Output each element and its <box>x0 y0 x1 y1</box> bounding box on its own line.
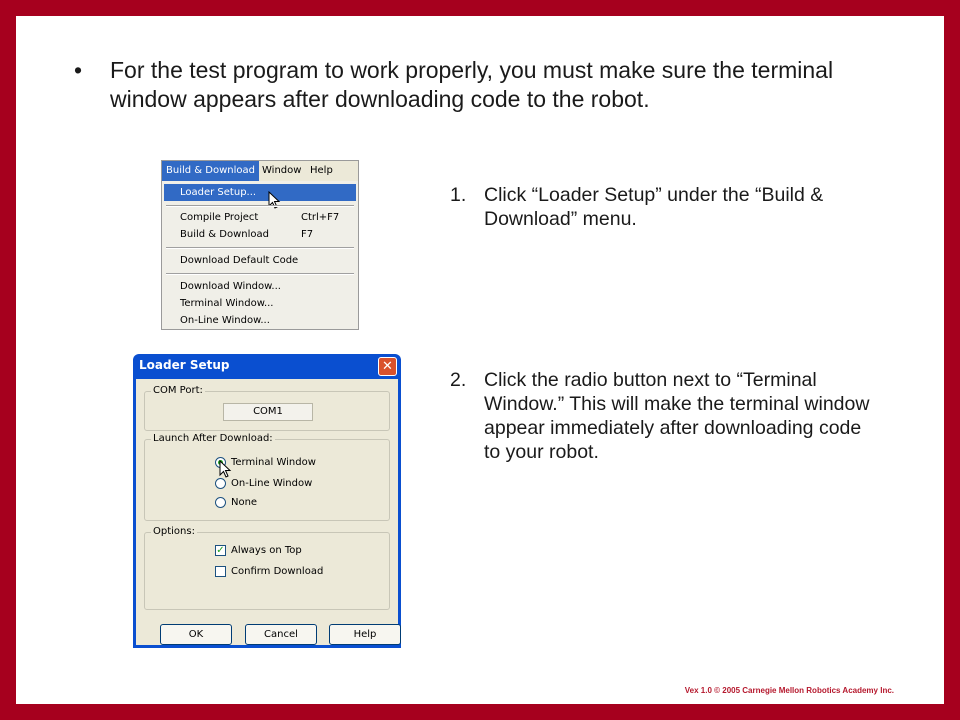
launch-after-download-group <box>144 433 390 521</box>
close-icon[interactable]: ✕ <box>378 357 397 376</box>
menu-item-label: Download Window... <box>180 281 281 292</box>
menu-window[interactable]: Window <box>262 165 302 176</box>
group-title: Options: <box>153 526 195 537</box>
menu-item-shortcut: Ctrl+F7 <box>301 212 340 223</box>
radio-label: None <box>231 497 258 508</box>
radio-button[interactable] <box>215 497 226 508</box>
menu-item-label: Loader Setup... <box>180 187 257 198</box>
menu-item-build-download[interactable] <box>164 226 356 243</box>
menu-item-download-default-code[interactable] <box>164 252 356 269</box>
build-download-menu-screenshot <box>161 160 359 330</box>
menu-build-download[interactable]: Build & Download <box>162 161 259 181</box>
cancel-button[interactable]: Cancel <box>245 624 317 645</box>
checkbox-checked[interactable]: ✓ <box>216 545 225 556</box>
menu-divider <box>166 247 354 249</box>
group-title: Launch After Download: <box>153 433 273 444</box>
ok-button[interactable]: OK <box>160 624 232 645</box>
menu-help[interactable]: Help <box>310 165 333 176</box>
checkbox-label: Always on Top <box>231 545 302 556</box>
menu-item-download-window[interactable] <box>164 278 356 295</box>
checkbox[interactable] <box>215 566 226 577</box>
menu-item-label: Download Default Code <box>180 255 299 266</box>
copyright-footer: Vex 1.0 © 2005 Carnegie Mellon Robotics Academy Inc. <box>684 686 894 695</box>
menu-divider <box>166 205 354 207</box>
com-port-group <box>144 385 390 431</box>
menu-item-shortcut: F7 <box>301 229 314 240</box>
menu-item-compile-project[interactable] <box>164 209 356 226</box>
slide <box>16 16 944 704</box>
menu-item-online-window[interactable] <box>164 312 356 329</box>
menu-item-label: Build & Download <box>180 229 269 240</box>
radio-label: On-Line Window <box>231 478 313 489</box>
group-title: COM Port: <box>153 385 203 396</box>
radio-button[interactable] <box>215 478 226 489</box>
dialog-body <box>136 379 398 645</box>
loader-setup-dialog <box>133 354 401 648</box>
com-port-field[interactable]: COM1 <box>223 403 313 421</box>
step-number: 1. <box>450 184 467 206</box>
menubar <box>162 161 358 181</box>
menu-item-label: Terminal Window... <box>180 298 274 309</box>
menu-item-terminal-window[interactable] <box>164 295 356 312</box>
dialog-title: Loader Setup <box>139 358 230 372</box>
menu-item-label: Compile Project <box>180 212 259 223</box>
bullet-icon: • <box>74 57 83 83</box>
mouse-cursor-icon <box>268 191 282 211</box>
radio-label: Terminal Window <box>231 457 316 468</box>
options-group <box>144 526 390 610</box>
step-text: Click “Loader Setup” under the “Build & Download” menu. <box>484 184 824 230</box>
menu-divider <box>166 273 354 275</box>
checkbox-label: Confirm Download <box>231 566 324 577</box>
step-text: Click the radio button next to “Terminal Window.” This will make the terminal window appear immediately after downloading code to your robot. <box>484 369 870 463</box>
menu-item-loader-setup[interactable] <box>164 184 356 201</box>
bullet-text: For the test program to work properly, you must make sure the terminal window appears after downloading code to the robot. <box>110 57 834 112</box>
menu-item-label: On-Line Window... <box>180 315 270 326</box>
step-number: 2. <box>450 369 467 391</box>
help-button[interactable]: Help <box>329 624 401 645</box>
